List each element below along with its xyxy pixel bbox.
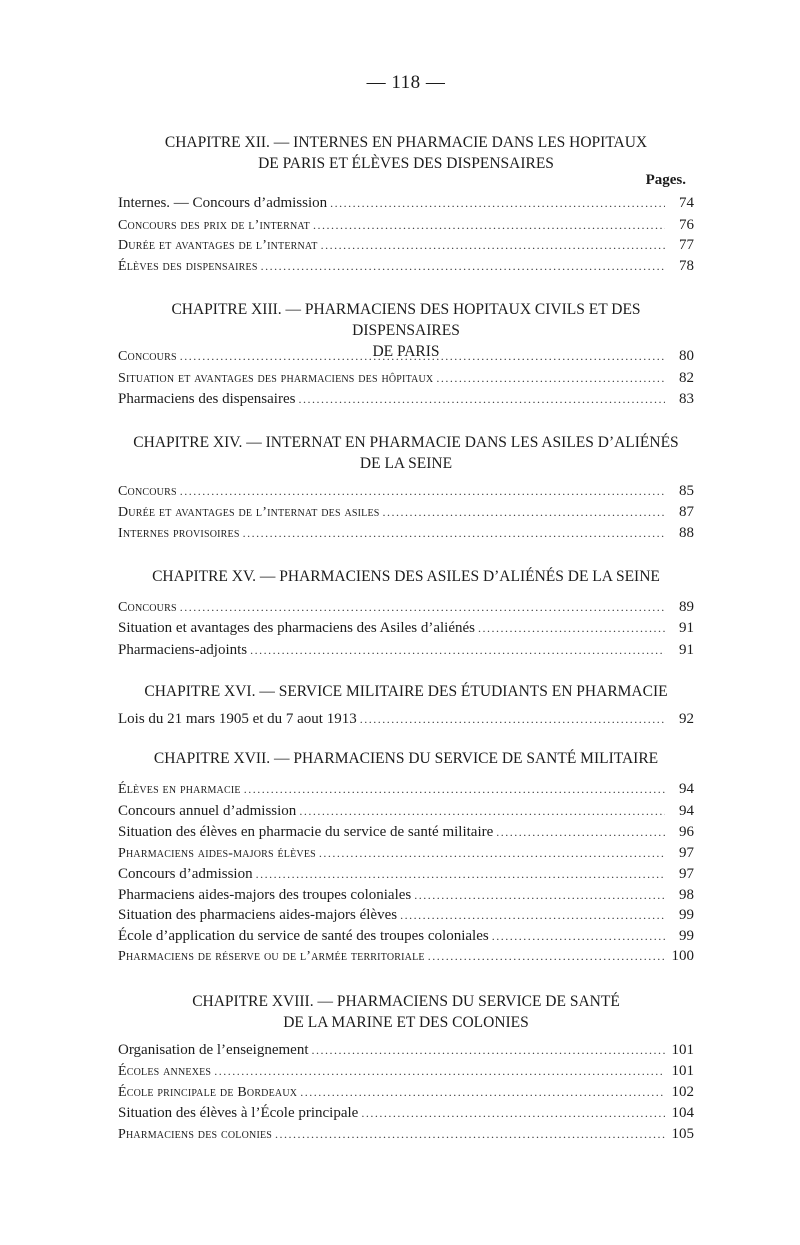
toc-entry-page: 104	[671, 1105, 694, 1121]
chapter-title-line: CHAPITRE XVI. — SERVICE MILITAIRE DES ÉTUDIANTS EN PHARMACIE	[144, 683, 668, 700]
toc-entry	[118, 946, 694, 966]
chapter-title-line: CHAPITRE XII. — INTERNES EN PHARMACIE DANS LES HOPITAUX	[164, 134, 648, 151]
toc-entry-label: Durée et avantages de l’internat des asiles	[118, 505, 380, 520]
chapter-title	[118, 432, 694, 474]
toc-entry	[118, 368, 694, 388]
chapter-title-line: CHAPITRE XIV. — INTERNAT EN PHARMACIE DANS LES ASILES D’ALIÉNÉS	[133, 434, 679, 451]
toc-entry-page: 87	[679, 504, 694, 520]
toc-entry-label: Concours	[118, 600, 177, 615]
dot-leader	[400, 905, 665, 925]
toc-entry-page: 102	[671, 1084, 694, 1100]
chapter-title	[118, 748, 694, 769]
toc-entry-label: Organisation de l’enseignement	[118, 1042, 309, 1058]
dot-leader	[214, 1061, 665, 1081]
toc-entry-page: 83	[679, 391, 694, 407]
toc-entry	[118, 640, 694, 660]
toc-entry-label: Concours annuel d’admission	[118, 803, 297, 819]
chapter-title	[118, 991, 694, 1033]
toc-entry-label: Internes. — Concours d’admission	[118, 195, 328, 211]
toc-entry	[118, 779, 694, 799]
dot-leader	[319, 843, 665, 863]
toc-entry-page: 88	[679, 525, 694, 541]
toc-entry	[118, 256, 694, 276]
toc-entry-page: 99	[679, 928, 694, 944]
toc-entry-page: 100	[671, 948, 694, 964]
page-number: — 118 —	[366, 72, 446, 93]
toc-entry-label: Pharmaciens-adjoints	[118, 642, 248, 658]
toc-entry-label: Situation et avantages des pharmaciens des hôpitaux	[118, 371, 434, 386]
toc-entry-page: 89	[679, 599, 694, 615]
dot-leader	[180, 346, 665, 366]
toc-entry-page: 101	[671, 1063, 694, 1079]
toc-entry	[118, 389, 694, 409]
toc-entry-label: Élèves des dispensaires	[118, 259, 258, 274]
toc-entry	[118, 822, 694, 842]
toc-entry-label: Écoles annexes	[118, 1064, 212, 1079]
chapter-title-line: DE PARIS	[372, 343, 440, 360]
toc-entry-page: 80	[679, 348, 694, 364]
toc-entry	[118, 597, 694, 617]
dot-leader	[300, 1082, 665, 1102]
chapter-title-line: CHAPITRE XVII. — PHARMACIENS DU SERVICE DE SANTÉ MILITAIRE	[153, 750, 659, 767]
toc-entry	[118, 1082, 694, 1102]
toc-entry-page: 94	[679, 803, 694, 819]
dot-leader	[180, 597, 665, 617]
toc-entry-page: 94	[679, 781, 694, 797]
toc-entry-page: 85	[679, 483, 694, 499]
toc-entry-label: Pharmaciens des dispensaires	[118, 391, 296, 407]
dot-leader	[330, 193, 665, 213]
toc-entry-label: Pharmaciens de réserve ou de l’armée territoriale	[118, 949, 425, 964]
toc-entry	[118, 1124, 694, 1144]
toc-entry-label: Lois du 21 mars 1905 et du 7 aout 1913	[118, 711, 357, 727]
toc-entry-label: Situation des élèves en pharmacie du service de santé militaire	[118, 824, 494, 840]
toc-entry	[118, 235, 694, 255]
toc-entry-label: Concours	[118, 484, 177, 499]
toc-entry-label: École principale de Bordeaux	[118, 1085, 298, 1100]
toc-entry-label: Durée et avantages de l’internat	[118, 238, 318, 253]
chapter-title-line: CHAPITRE XV. — PHARMACIENS DES ASILES D’ALIÉNÉS DE LA SEINE	[152, 568, 660, 585]
dot-leader	[313, 215, 665, 235]
dot-leader	[492, 926, 665, 946]
chapter-title-line: DE LA SEINE	[359, 455, 453, 472]
toc-entry	[118, 346, 694, 366]
toc-entry-page: 82	[679, 370, 694, 386]
toc-entry	[118, 193, 694, 213]
toc-entry	[118, 502, 694, 522]
toc-entry-page: 99	[679, 907, 694, 923]
dot-leader	[436, 368, 665, 388]
toc-entry-page: 96	[679, 824, 694, 840]
toc-entry	[118, 864, 694, 884]
toc-entry	[118, 905, 694, 925]
toc-entry-page: 74	[679, 195, 694, 211]
toc-entry-label: Situation des élèves à l’École principale	[118, 1105, 359, 1121]
dot-leader	[256, 864, 665, 884]
dot-leader	[250, 640, 665, 660]
dot-leader	[478, 618, 665, 638]
toc-entry-label: Concours d’admission	[118, 866, 253, 882]
toc-entry-page: 77	[679, 237, 694, 253]
toc-entry-label: Pharmaciens aides-majors élèves	[118, 846, 316, 861]
toc-entry	[118, 215, 694, 235]
toc-entry-label: Pharmaciens des colonies	[118, 1127, 273, 1142]
dot-leader	[361, 1103, 665, 1123]
toc-entry-page: 91	[679, 642, 694, 658]
toc-entry	[118, 801, 694, 821]
dot-leader	[496, 822, 665, 842]
toc-entry	[118, 481, 694, 501]
chapter-title-line: DE PARIS ET ÉLÈVES DES DISPENSAIRES	[258, 155, 554, 172]
dot-leader	[244, 779, 665, 799]
chapter-title-line: CHAPITRE XIII. — PHARMACIENS DES HOPITAUX CIVILS ET DES DISPENSAIRES	[171, 301, 641, 339]
toc-entry-label: Concours des prix de l’internat	[118, 218, 310, 233]
dot-leader	[312, 1040, 665, 1060]
toc-entry-label: Situation des pharmaciens aides-majors élèves	[118, 907, 398, 923]
dot-leader	[180, 481, 665, 501]
dot-leader	[383, 502, 665, 522]
toc-entry-label: Élèves en pharmacie	[118, 782, 241, 797]
toc-entry	[118, 618, 694, 638]
chapter-title	[118, 566, 694, 587]
toc-entry	[118, 926, 694, 946]
dot-leader	[275, 1124, 665, 1144]
toc-entry	[118, 885, 694, 905]
toc-entry-page: 76	[679, 217, 694, 233]
toc-entry-label: Pharmaciens aides-majors des troupes coloniales	[118, 887, 412, 903]
dot-leader	[243, 523, 665, 543]
toc-entry	[118, 523, 694, 543]
dot-leader	[261, 256, 665, 276]
toc-entry	[118, 843, 694, 863]
toc-entry-label: Concours	[118, 349, 177, 364]
toc-entry	[118, 709, 694, 729]
toc-entry-page: 98	[679, 887, 694, 903]
toc-entry-label: Situation et avantages des pharmaciens des Asiles d’aliénés	[118, 620, 475, 636]
dot-leader	[428, 946, 665, 966]
toc-entry-page: 91	[679, 620, 694, 636]
dot-leader	[298, 389, 665, 409]
toc-entry-page: 105	[671, 1126, 694, 1142]
toc-entry	[118, 1061, 694, 1081]
chapter-title-line: CHAPITRE XVIII. — PHARMACIENS DU SERVICE DE SANTÉ	[192, 993, 620, 1010]
dot-leader	[360, 709, 665, 729]
toc-entry	[118, 1040, 694, 1060]
dot-leader	[299, 801, 665, 821]
toc-entry-page: 97	[679, 866, 694, 882]
dot-leader	[414, 885, 665, 905]
toc-entry	[118, 1103, 694, 1123]
toc-entry-page: 92	[679, 711, 694, 727]
toc-entry-page: 97	[679, 845, 694, 861]
toc-entry-page: 101	[671, 1042, 694, 1058]
chapter-title	[118, 681, 694, 702]
dot-leader	[321, 235, 665, 255]
toc-entry-page: 78	[679, 258, 694, 274]
pages-column-header: Pages.	[645, 172, 686, 188]
chapter-title-line: DE LA MARINE ET DES COLONIES	[283, 1014, 529, 1031]
toc-entry-label: École d’application du service de santé des troupes coloniales	[118, 928, 489, 944]
chapter-title	[118, 132, 694, 174]
toc-entry-label: Internes provisoires	[118, 526, 240, 541]
